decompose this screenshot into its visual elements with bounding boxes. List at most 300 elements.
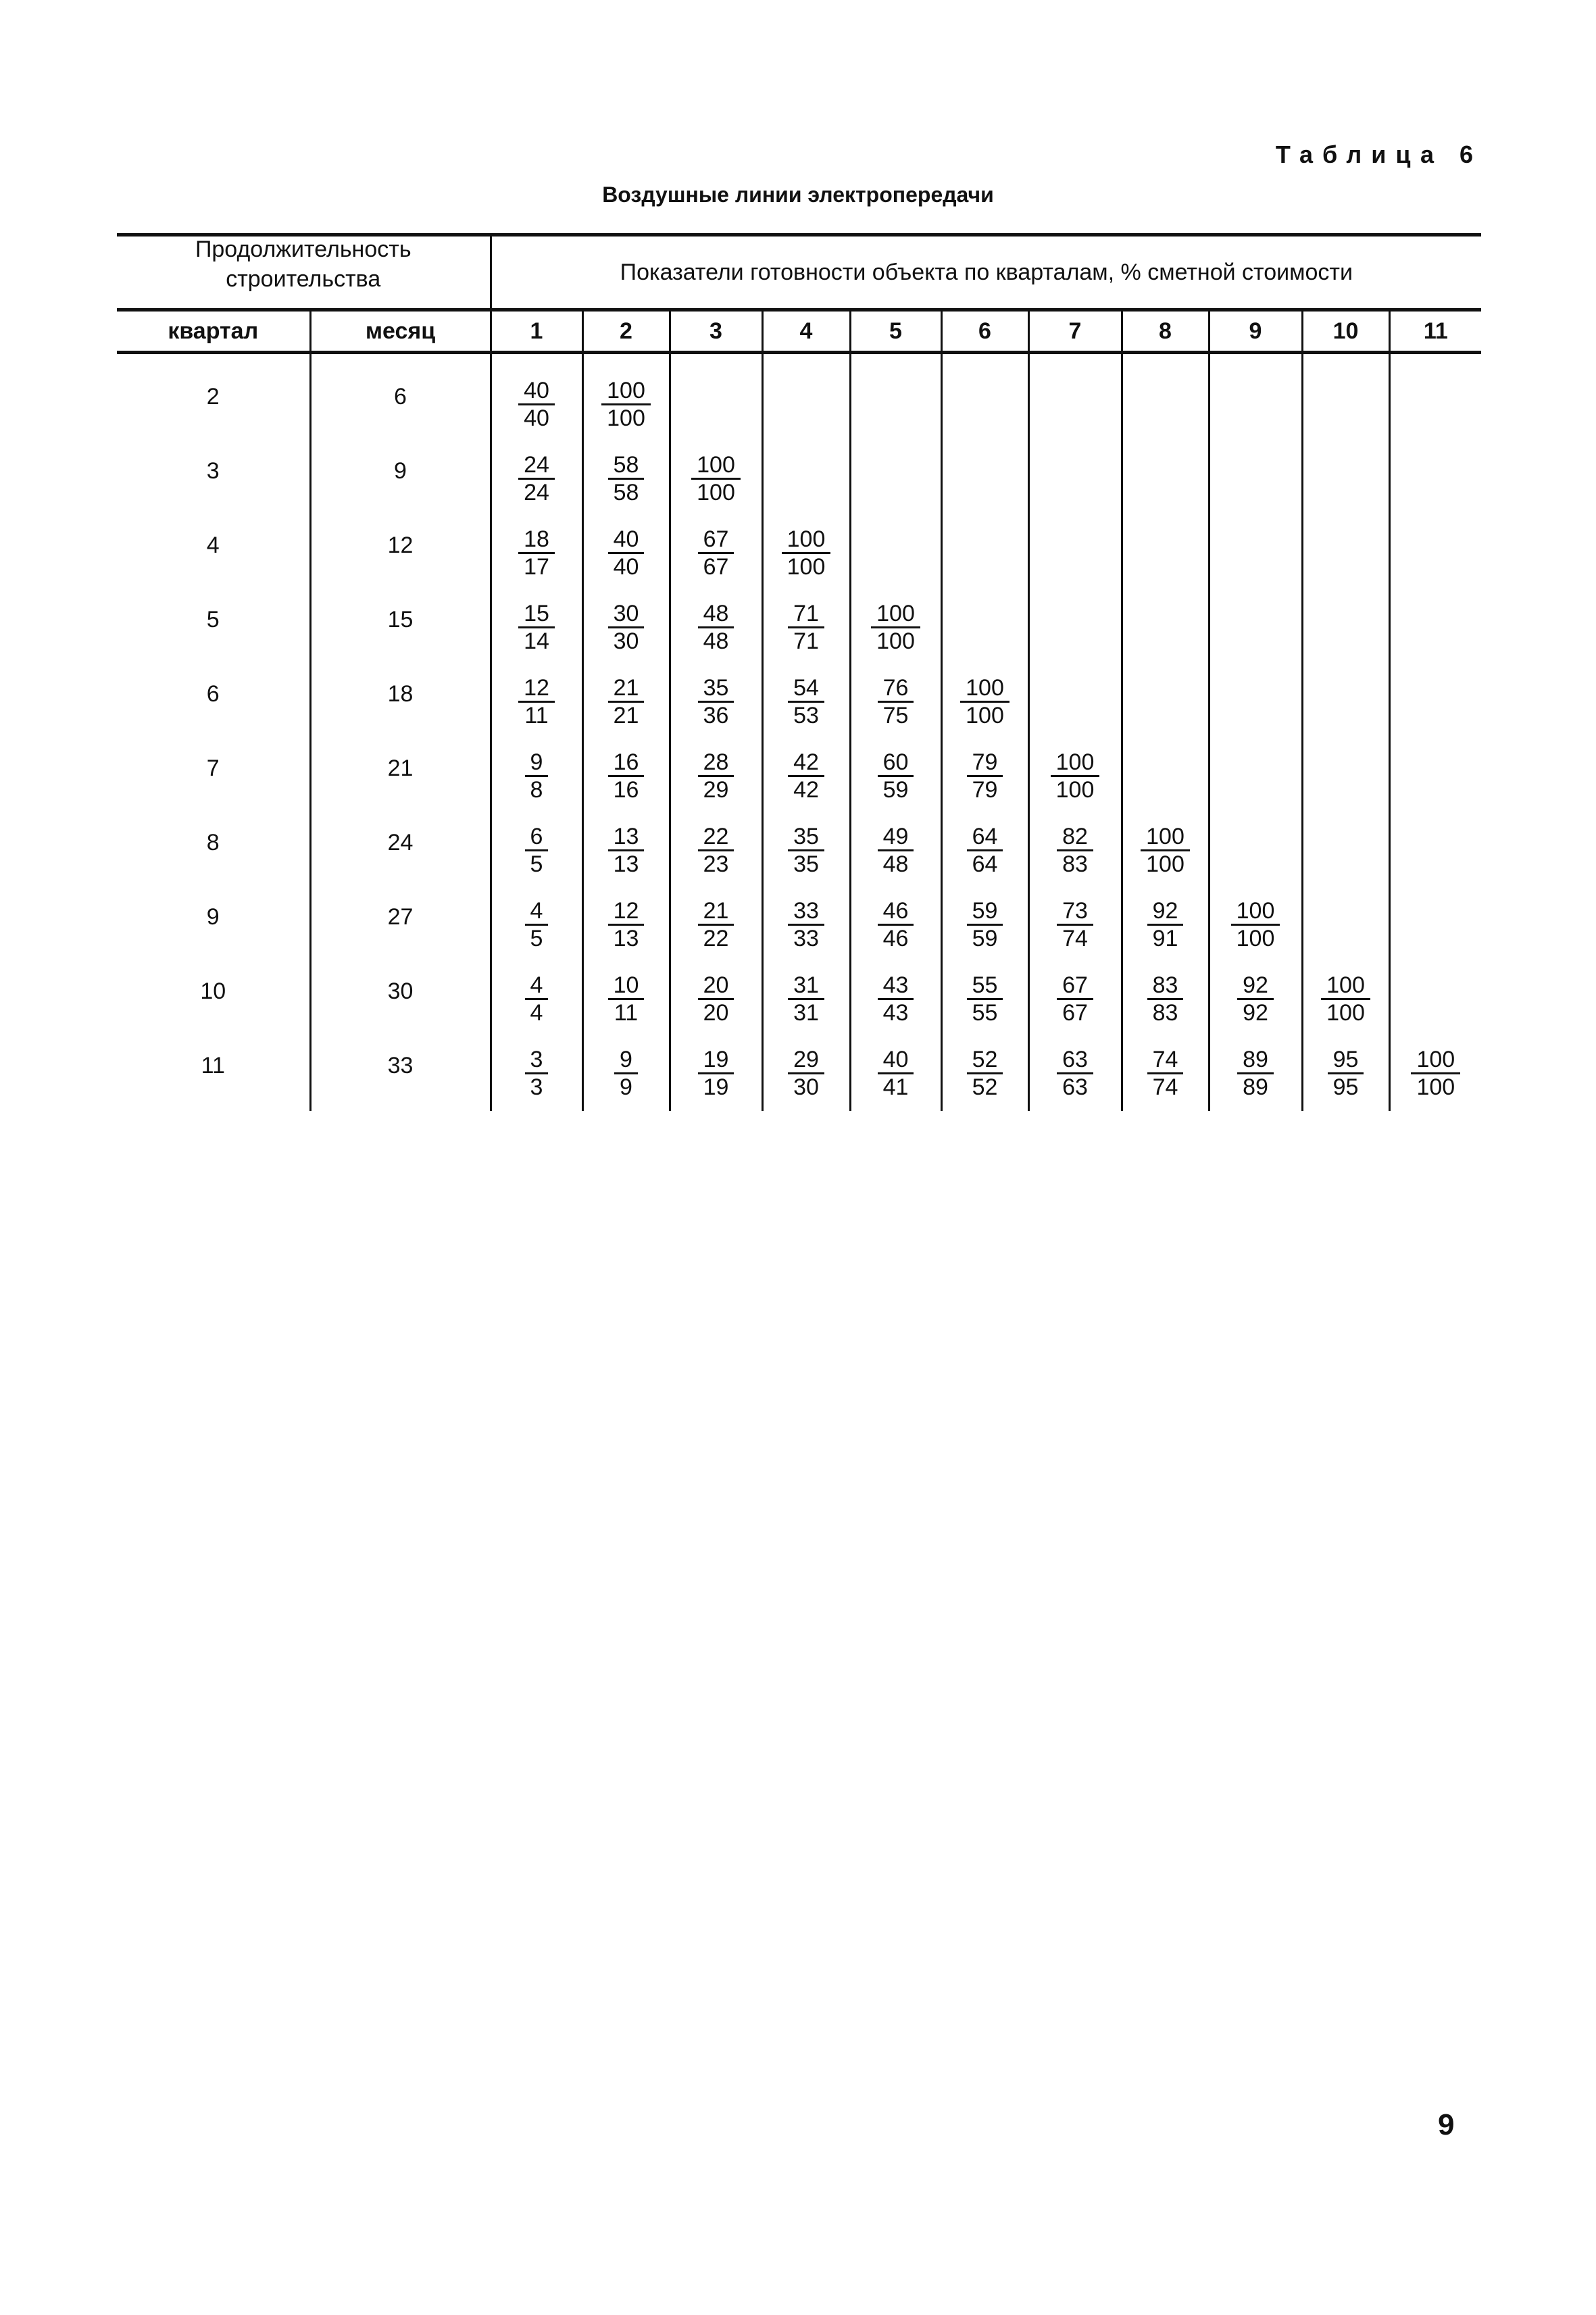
numerator: 73 bbox=[1057, 898, 1093, 926]
numerator: 40 bbox=[518, 378, 555, 405]
numerator: 74 bbox=[1147, 1047, 1184, 1074]
fraction bbox=[698, 972, 734, 1026]
value-cell bbox=[1028, 442, 1122, 516]
numerator: 48 bbox=[698, 601, 734, 628]
denominator: 20 bbox=[703, 1000, 729, 1026]
value-cell bbox=[1209, 962, 1302, 1037]
numerator: 20 bbox=[698, 972, 734, 1000]
month-cell bbox=[310, 814, 491, 888]
fraction bbox=[788, 972, 824, 1026]
table-row bbox=[117, 888, 1481, 962]
denominator: 55 bbox=[972, 1000, 998, 1026]
value-cell bbox=[1122, 353, 1209, 443]
fraction bbox=[1237, 972, 1274, 1026]
denominator: 83 bbox=[1062, 851, 1088, 877]
fraction bbox=[1057, 898, 1093, 951]
numerator: 31 bbox=[788, 972, 824, 1000]
numerator: 71 bbox=[788, 601, 824, 628]
value-cell bbox=[1028, 353, 1122, 443]
value-cell bbox=[1302, 1037, 1389, 1111]
value-cell bbox=[762, 353, 850, 443]
numerator: 21 bbox=[608, 675, 645, 703]
value-cell bbox=[1028, 888, 1122, 962]
table-row bbox=[117, 516, 1481, 591]
denominator: 100 bbox=[1146, 851, 1184, 877]
denominator: 48 bbox=[703, 628, 729, 654]
value-cell bbox=[670, 888, 762, 962]
denominator: 35 bbox=[793, 851, 819, 877]
fraction bbox=[1057, 824, 1093, 877]
value-cell bbox=[491, 739, 582, 814]
page-number: 9 bbox=[1438, 2108, 1455, 2141]
value-cell bbox=[1122, 962, 1209, 1037]
numerator: 40 bbox=[608, 526, 645, 554]
numerator: 79 bbox=[967, 749, 1003, 777]
fraction bbox=[1141, 824, 1190, 877]
fraction bbox=[525, 749, 549, 803]
quarter-value: 8 bbox=[206, 829, 220, 855]
denominator: 14 bbox=[524, 628, 549, 654]
value-cell bbox=[1389, 442, 1481, 516]
denominator: 95 bbox=[1332, 1074, 1359, 1100]
value-cell bbox=[850, 888, 941, 962]
fraction bbox=[608, 601, 645, 654]
value-cell bbox=[491, 888, 582, 962]
denominator: 21 bbox=[613, 703, 639, 728]
denominator: 46 bbox=[882, 926, 909, 951]
fraction bbox=[960, 675, 1009, 728]
numerator: 16 bbox=[608, 749, 645, 777]
value-cell bbox=[491, 516, 582, 591]
value-cell bbox=[850, 1037, 941, 1111]
fraction bbox=[608, 898, 645, 951]
fraction bbox=[601, 378, 651, 431]
value-cell bbox=[1389, 962, 1481, 1037]
duration-header: Продолжительность строительства bbox=[117, 235, 491, 310]
value-cell bbox=[1389, 665, 1481, 739]
denominator: 89 bbox=[1243, 1074, 1268, 1100]
numerator: 35 bbox=[698, 675, 734, 703]
value-cell bbox=[762, 442, 850, 516]
value-cell bbox=[491, 1037, 582, 1111]
table-row bbox=[117, 442, 1481, 516]
value-cell bbox=[1122, 665, 1209, 739]
month-value: 12 bbox=[387, 532, 414, 558]
numerator: 89 bbox=[1237, 1047, 1274, 1074]
value-cell bbox=[1389, 739, 1481, 814]
table-row bbox=[117, 1037, 1481, 1111]
value-cell bbox=[941, 1037, 1028, 1111]
month-cell bbox=[310, 962, 491, 1037]
numerator: 100 bbox=[1141, 824, 1190, 851]
fraction bbox=[691, 452, 741, 505]
value-cell bbox=[1122, 739, 1209, 814]
quarter-value: 6 bbox=[206, 680, 220, 707]
month-value: 15 bbox=[387, 606, 414, 632]
fraction bbox=[967, 1047, 1003, 1100]
fraction bbox=[525, 898, 549, 951]
value-cell bbox=[1302, 353, 1389, 443]
value-cell bbox=[1209, 353, 1302, 443]
fraction bbox=[698, 675, 734, 728]
denominator: 4 bbox=[530, 1000, 543, 1026]
value-cell bbox=[762, 1037, 850, 1111]
numerator: 52 bbox=[967, 1047, 1003, 1074]
denominator: 64 bbox=[972, 851, 998, 877]
quarter-header-6: 6 bbox=[941, 310, 1028, 353]
value-cell bbox=[1122, 1037, 1209, 1111]
fraction bbox=[1231, 898, 1280, 951]
denominator: 40 bbox=[613, 554, 639, 580]
value-cell bbox=[1122, 888, 1209, 962]
denominator: 100 bbox=[1236, 926, 1275, 951]
value-cell bbox=[1209, 814, 1302, 888]
fraction bbox=[788, 675, 824, 728]
table-row bbox=[117, 962, 1481, 1037]
quarter-value: 2 bbox=[206, 383, 220, 409]
numerator: 100 bbox=[601, 378, 651, 405]
numerator: 95 bbox=[1328, 1047, 1364, 1074]
denominator: 63 bbox=[1062, 1074, 1088, 1100]
quarter-value: 10 bbox=[200, 978, 226, 1004]
fraction bbox=[788, 749, 824, 803]
month-value: 24 bbox=[387, 829, 414, 855]
fraction bbox=[518, 601, 555, 654]
denominator: 31 bbox=[793, 1000, 819, 1026]
numerator: 4 bbox=[525, 898, 549, 926]
fraction bbox=[1147, 1047, 1184, 1100]
fraction bbox=[967, 898, 1003, 951]
fraction bbox=[967, 749, 1003, 803]
denominator: 83 bbox=[1152, 1000, 1178, 1026]
value-cell bbox=[850, 814, 941, 888]
value-cell bbox=[670, 665, 762, 739]
value-cell bbox=[1389, 591, 1481, 665]
quarter-cell bbox=[117, 442, 310, 516]
table-row bbox=[117, 739, 1481, 814]
table-row bbox=[117, 665, 1481, 739]
value-cell bbox=[762, 591, 850, 665]
denominator: 92 bbox=[1243, 1000, 1268, 1026]
value-cell bbox=[670, 1037, 762, 1111]
value-cell bbox=[1122, 814, 1209, 888]
value-cell bbox=[1389, 888, 1481, 962]
month-value: 18 bbox=[387, 680, 414, 707]
fraction bbox=[782, 526, 831, 580]
value-cell bbox=[491, 442, 582, 516]
fraction bbox=[525, 1047, 549, 1100]
value-cell bbox=[941, 739, 1028, 814]
denominator: 3 bbox=[530, 1074, 543, 1100]
numerator: 100 bbox=[960, 675, 1009, 703]
value-cell bbox=[850, 353, 941, 443]
value-cell bbox=[670, 814, 762, 888]
value-cell bbox=[1209, 888, 1302, 962]
denominator: 100 bbox=[966, 703, 1004, 728]
quarter-value: 7 bbox=[206, 755, 220, 781]
quarter-value: 11 bbox=[201, 1052, 225, 1078]
value-cell bbox=[582, 888, 670, 962]
value-cell bbox=[941, 962, 1028, 1037]
numerator: 83 bbox=[1147, 972, 1184, 1000]
numerator: 67 bbox=[1057, 972, 1093, 1000]
fraction bbox=[518, 675, 555, 728]
quarter-header-2: 2 bbox=[582, 310, 670, 353]
denominator: 100 bbox=[607, 405, 645, 431]
indicators-header: Показатели готовности объекта по кварталам, % сметной стоимости bbox=[491, 235, 1481, 310]
month-value: 21 bbox=[387, 755, 414, 781]
month-cell bbox=[310, 442, 491, 516]
numerator: 21 bbox=[698, 898, 734, 926]
quarter-header-4: 4 bbox=[762, 310, 850, 353]
denominator: 9 bbox=[620, 1074, 632, 1100]
denominator: 22 bbox=[703, 926, 729, 951]
fraction bbox=[1057, 1047, 1093, 1100]
numerator: 12 bbox=[518, 675, 555, 703]
fraction bbox=[608, 824, 645, 877]
denominator: 74 bbox=[1152, 1074, 1178, 1100]
value-cell bbox=[941, 516, 1028, 591]
fraction bbox=[1411, 1047, 1460, 1100]
quarter-header-3: 3 bbox=[670, 310, 762, 353]
quarter-header-1: 1 bbox=[491, 310, 582, 353]
value-cell bbox=[1302, 665, 1389, 739]
fraction bbox=[518, 526, 555, 580]
fraction bbox=[608, 972, 645, 1026]
denominator: 16 bbox=[613, 777, 639, 803]
value-cell bbox=[491, 814, 582, 888]
numerator: 49 bbox=[878, 824, 914, 851]
denominator: 41 bbox=[882, 1074, 909, 1100]
value-cell bbox=[582, 353, 670, 443]
value-cell bbox=[1028, 814, 1122, 888]
numerator: 76 bbox=[878, 675, 914, 703]
table-row bbox=[117, 591, 1481, 665]
fraction bbox=[878, 1047, 914, 1100]
numerator: 82 bbox=[1057, 824, 1093, 851]
numerator: 100 bbox=[782, 526, 831, 554]
value-cell bbox=[941, 888, 1028, 962]
fraction bbox=[608, 452, 645, 505]
value-cell bbox=[941, 665, 1028, 739]
quarter-cell bbox=[117, 665, 310, 739]
value-cell bbox=[1028, 1037, 1122, 1111]
value-cell bbox=[1209, 1037, 1302, 1111]
value-cell bbox=[582, 591, 670, 665]
fraction bbox=[1328, 1047, 1364, 1100]
fraction bbox=[518, 378, 555, 431]
numerator: 42 bbox=[788, 749, 824, 777]
value-cell bbox=[582, 814, 670, 888]
numerator: 33 bbox=[788, 898, 824, 926]
table-body bbox=[117, 353, 1481, 1112]
denominator: 67 bbox=[1062, 1000, 1088, 1026]
value-cell bbox=[1302, 516, 1389, 591]
denominator: 67 bbox=[703, 554, 729, 580]
value-cell bbox=[1302, 442, 1389, 516]
fraction bbox=[525, 824, 549, 877]
value-cell bbox=[670, 442, 762, 516]
denominator: 59 bbox=[882, 777, 909, 803]
fraction bbox=[698, 1047, 734, 1100]
value-cell bbox=[850, 516, 941, 591]
value-cell bbox=[1028, 591, 1122, 665]
value-cell bbox=[1389, 516, 1481, 591]
value-cell bbox=[941, 814, 1028, 888]
numerator: 100 bbox=[1321, 972, 1370, 1000]
value-cell bbox=[1209, 516, 1302, 591]
quarter-cell bbox=[117, 888, 310, 962]
value-cell bbox=[1028, 962, 1122, 1037]
denominator: 30 bbox=[613, 628, 639, 654]
numerator: 100 bbox=[1051, 749, 1100, 777]
numerator: 63 bbox=[1057, 1047, 1093, 1074]
month-value: 9 bbox=[394, 457, 407, 484]
month-cell bbox=[310, 739, 491, 814]
value-cell bbox=[1209, 665, 1302, 739]
denominator: 29 bbox=[703, 777, 729, 803]
quarter-header-7: 7 bbox=[1028, 310, 1122, 353]
numerator: 59 bbox=[967, 898, 1003, 926]
value-cell bbox=[1302, 962, 1389, 1037]
denominator: 17 bbox=[524, 554, 549, 580]
fraction bbox=[698, 749, 734, 803]
quarter-cell bbox=[117, 1037, 310, 1111]
value-cell bbox=[670, 962, 762, 1037]
quarter-header-10: 10 bbox=[1302, 310, 1389, 353]
value-cell bbox=[1302, 591, 1389, 665]
fraction bbox=[518, 452, 555, 505]
fraction bbox=[525, 972, 549, 1026]
value-cell bbox=[850, 591, 941, 665]
numerator: 6 bbox=[525, 824, 549, 851]
numerator: 30 bbox=[608, 601, 645, 628]
numerator: 13 bbox=[608, 824, 645, 851]
value-cell bbox=[1389, 1037, 1481, 1111]
quarter-cell bbox=[117, 814, 310, 888]
month-value: 27 bbox=[387, 903, 414, 930]
numerator: 60 bbox=[878, 749, 914, 777]
fraction bbox=[788, 1047, 824, 1100]
numerator: 12 bbox=[608, 898, 645, 926]
numerator: 58 bbox=[608, 452, 645, 480]
denominator: 100 bbox=[1055, 777, 1095, 803]
denominator: 43 bbox=[882, 1000, 909, 1026]
value-cell bbox=[491, 665, 582, 739]
denominator: 11 bbox=[524, 703, 549, 728]
denominator: 24 bbox=[524, 480, 549, 505]
value-cell bbox=[582, 962, 670, 1037]
denominator: 5 bbox=[530, 851, 543, 877]
value-cell bbox=[762, 516, 850, 591]
fraction bbox=[608, 749, 645, 803]
value-cell bbox=[1122, 516, 1209, 591]
quarter-cell bbox=[117, 353, 310, 443]
numerator: 28 bbox=[698, 749, 734, 777]
table-row bbox=[117, 353, 1481, 443]
denominator: 91 bbox=[1152, 926, 1178, 951]
denominator: 58 bbox=[613, 480, 639, 505]
numerator: 24 bbox=[518, 452, 555, 480]
fraction bbox=[967, 972, 1003, 1026]
numerator: 100 bbox=[871, 601, 920, 628]
numerator: 9 bbox=[614, 1047, 638, 1074]
numerator: 3 bbox=[525, 1047, 549, 1074]
quarter-column-header: квартал bbox=[117, 310, 310, 353]
table-row bbox=[117, 814, 1481, 888]
fraction bbox=[1057, 972, 1093, 1026]
value-cell bbox=[582, 516, 670, 591]
month-column-header: месяц bbox=[310, 310, 491, 353]
month-value: 33 bbox=[387, 1052, 414, 1078]
value-cell bbox=[762, 962, 850, 1037]
value-cell bbox=[1028, 665, 1122, 739]
value-cell bbox=[1209, 591, 1302, 665]
quarter-value: 3 bbox=[206, 457, 220, 484]
fraction bbox=[1237, 1047, 1274, 1100]
fraction bbox=[878, 972, 914, 1026]
quarter-cell bbox=[117, 739, 310, 814]
month-cell bbox=[310, 1037, 491, 1111]
quarter-cell bbox=[117, 591, 310, 665]
month-cell bbox=[310, 353, 491, 443]
value-cell bbox=[582, 665, 670, 739]
value-cell bbox=[850, 442, 941, 516]
table-number: Таблица 6 bbox=[1275, 141, 1482, 168]
fraction bbox=[608, 675, 645, 728]
value-cell bbox=[582, 739, 670, 814]
numerator: 4 bbox=[525, 972, 549, 1000]
fraction bbox=[878, 824, 914, 877]
numerator: 10 bbox=[608, 972, 645, 1000]
quarter-value: 5 bbox=[206, 606, 220, 632]
value-cell bbox=[1028, 739, 1122, 814]
value-cell bbox=[941, 591, 1028, 665]
denominator: 100 bbox=[1416, 1074, 1455, 1100]
numerator: 46 bbox=[878, 898, 914, 926]
numerator: 100 bbox=[1411, 1047, 1460, 1074]
fraction bbox=[878, 898, 914, 951]
readiness-table bbox=[117, 233, 1481, 1111]
numerator: 15 bbox=[518, 601, 555, 628]
quarter-value: 9 bbox=[206, 903, 220, 930]
fraction bbox=[698, 601, 734, 654]
value-cell bbox=[1028, 516, 1122, 591]
value-cell bbox=[1389, 353, 1481, 443]
fraction bbox=[788, 898, 824, 951]
fraction bbox=[1321, 972, 1370, 1026]
fraction bbox=[698, 526, 734, 580]
denominator: 100 bbox=[787, 554, 826, 580]
numerator: 35 bbox=[788, 824, 824, 851]
denominator: 79 bbox=[972, 777, 998, 803]
value-cell bbox=[582, 442, 670, 516]
fraction bbox=[878, 749, 914, 803]
denominator: 8 bbox=[530, 777, 543, 803]
value-cell bbox=[670, 591, 762, 665]
value-cell bbox=[850, 962, 941, 1037]
fraction bbox=[967, 824, 1003, 877]
value-cell bbox=[1302, 814, 1389, 888]
value-cell bbox=[1209, 739, 1302, 814]
quarter-header-11: 11 bbox=[1389, 310, 1481, 353]
fraction bbox=[1147, 972, 1184, 1026]
fraction bbox=[614, 1047, 638, 1100]
denominator: 42 bbox=[793, 777, 819, 803]
fraction bbox=[871, 601, 920, 654]
value-cell bbox=[1302, 888, 1389, 962]
numerator: 40 bbox=[878, 1047, 914, 1074]
